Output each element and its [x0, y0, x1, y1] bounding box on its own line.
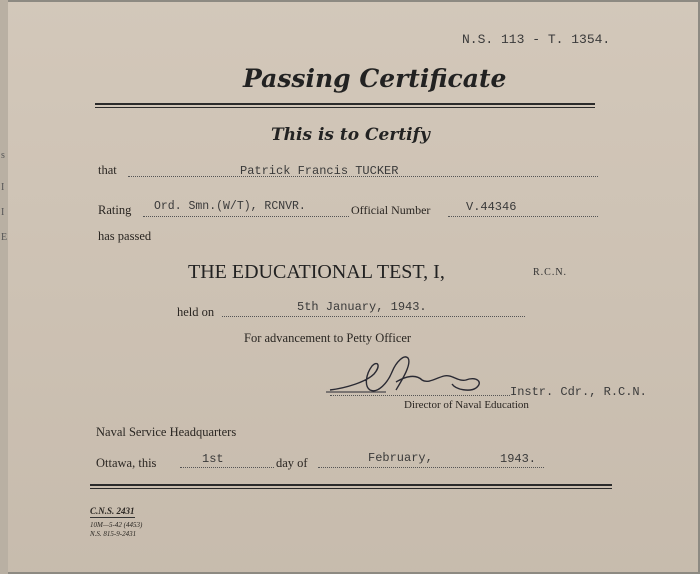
- official-number: V.44346: [466, 200, 517, 214]
- month-line: [318, 467, 544, 468]
- recipient-name: Patrick Francis TUCKER: [240, 164, 399, 178]
- day-value: 1st: [202, 452, 224, 466]
- hq-label: Naval Service Headquarters: [96, 425, 237, 439]
- held-on-line: [222, 316, 525, 317]
- signatory-title: Director of Naval Education: [404, 399, 529, 411]
- year-value: 1943.: [500, 452, 537, 466]
- held-on-date: 5th January, 1943.: [297, 300, 427, 314]
- footer-print-line-1: 10M—5-42 (4453): [90, 521, 143, 529]
- rating-line: [143, 216, 349, 217]
- has-passed-label: has passed: [98, 229, 152, 243]
- month-value: February,: [368, 451, 433, 465]
- rating-value: Ord. Smn.(W/T), RCNVR.: [154, 200, 306, 213]
- certify-heading: This is to Certify: [271, 125, 430, 145]
- held-on-label: held on: [177, 305, 215, 319]
- underlying-page-edge: s I I E: [0, 0, 8, 574]
- footer-code: C.N.S. 2431: [90, 506, 135, 516]
- form-number: N.S. 113 - T. 1354.: [462, 32, 611, 47]
- rating-label: Rating: [98, 203, 132, 217]
- title-rule: [95, 103, 595, 108]
- footer-rule: [90, 484, 612, 489]
- signatory-rank: Instr. Cdr., R.C.N.: [510, 385, 647, 399]
- signature-line: [330, 395, 510, 396]
- footer-print-line-2: N.S. 815-9-2431: [90, 530, 137, 538]
- day-line: [180, 467, 274, 468]
- official-number-line: [448, 216, 598, 217]
- test-name: THE EDUCATIONAL TEST, I,: [188, 261, 445, 283]
- advancement-text: For advancement to Petty Officer: [244, 331, 412, 345]
- test-suffix: R.C.N.: [533, 267, 568, 278]
- ottawa-label: Ottawa, this: [96, 456, 157, 470]
- day-of-label: day of: [276, 456, 308, 470]
- that-label: that: [98, 163, 117, 177]
- certificate-title: Passing Certificate: [243, 64, 507, 93]
- official-number-label: Official Number: [351, 203, 431, 217]
